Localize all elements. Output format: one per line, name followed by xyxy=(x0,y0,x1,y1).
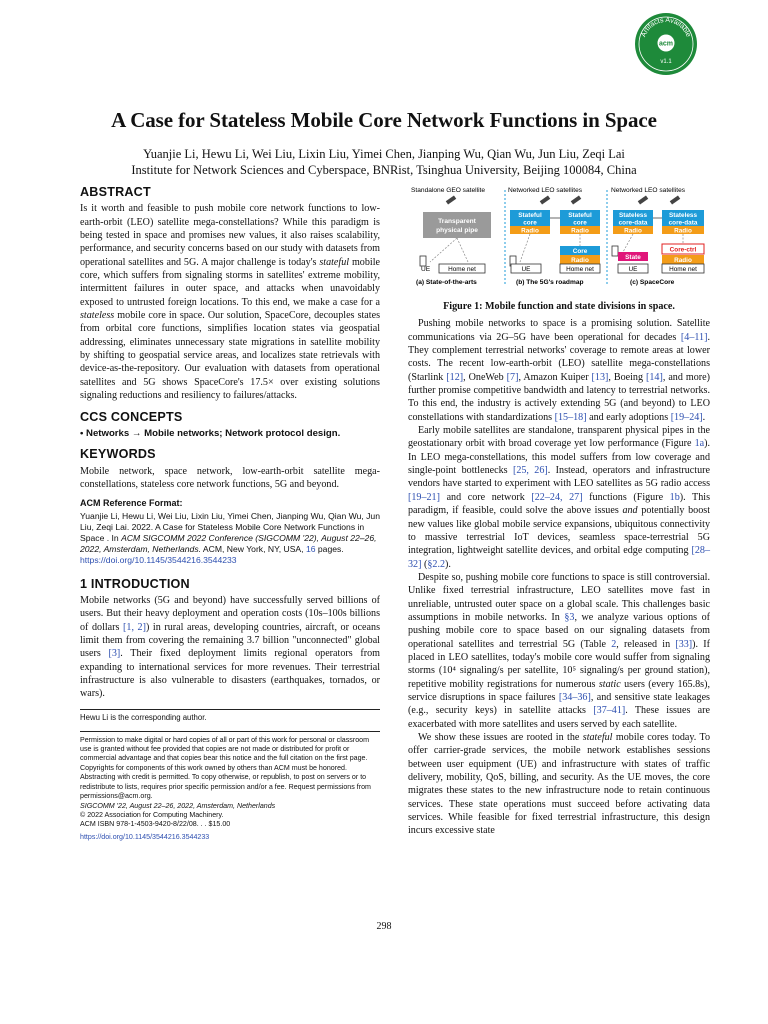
intro-paragraph: Mobile networks (5G and beyond) have successfully served billions of users. But their heavy deployment and operation costs (10s–100s billions of dollars [1, 2]) in rural areas, developing countries, aircraft, or oceans limit them from covering the remaining 3.7 billion "unconnected" global users [3]. Their fixed deployment limits regional operators from expanding to international services for more revenues. Their terrestrial infrastructure is also vulnerable to disasters (earthquakes, tornados, or wars). xyxy=(80,594,380,700)
svg-text:Radio: Radio xyxy=(571,227,589,235)
svg-text:State: State xyxy=(625,254,641,261)
left-column xyxy=(80,186,380,843)
svg-text:core: core xyxy=(523,219,537,227)
fig-sub-b: (b) The 5G's roadmap xyxy=(516,279,584,286)
right-paragraph-4: We show these issues are rooted in the stateful mobile cores today. To offer carrier-grade services, the mobile network establishes sessions between user equipment (UE) and infrastructure with states of traffic delivery, mobility, QoS, billing, and security. As the UE moves, the core migrates these states to the new infrastructure node to retain continuous services. These state operations must succeed before activating data services. While feasible for fixed terrestrial infrastructure, this design incurs excessive state xyxy=(408,732,710,837)
svg-text:Transparent: Transparent xyxy=(438,218,476,225)
svg-text:Home net: Home net xyxy=(448,266,476,273)
ccs-heading: CCS CONCEPTS xyxy=(80,409,183,424)
footnote: Hewu Li is the corresponding author. xyxy=(80,712,207,722)
figure-caption: Figure 1: Mobile function and state divisions in space. xyxy=(443,301,675,312)
fig-sub-a: (a) State-of-the-arts xyxy=(416,279,477,286)
keywords-heading: KEYWORDS xyxy=(80,447,156,462)
keywords-text: Mobile network, space network, low-earth-orbit satellite mega-constellations, stateless core network functions, 5G and beyond. xyxy=(80,465,380,490)
figure-1 xyxy=(408,186,710,298)
intro-heading: 1 INTRODUCTION xyxy=(80,576,190,591)
svg-text:Home net: Home net xyxy=(669,266,697,273)
acm-ref-doi-link[interactable]: https://doi.org/10.1145/3544216.3544233 xyxy=(80,555,237,566)
badge-version: v1.1 xyxy=(660,59,672,65)
svg-text:UE: UE xyxy=(421,266,431,273)
right-paragraph-3: Despite so, pushing mobile core functions to space is still controversial. Unlike fixed terrestrial infrastructure, LEO satellites move fast in unreliable, untrusted outer space on a global scale. This challenges basic assumptions in mobile networks. In §3, we analyze various options of pushing mobile core to space based on our signaling datasets from operational satellites and terrestrial 5G (Table 2, released in [33]). If placed in LEO satellites, today's mobile core would suffer from signaling storms (10⁴ signaling/s per satellite, 10⁵ signaling/s per ground station), repetitive mobility registrations for numerous static users (every 165.8s), service disruptions in space failures [34–36], and sensitive state leakages (e.g., security keys) in satellite attacks [37–41]. These issues are exacerbated with more satellites and users served by each satellite. xyxy=(408,571,710,730)
svg-text:Radio: Radio xyxy=(521,227,539,235)
svg-text:core-data: core-data xyxy=(668,219,698,227)
satellite-icon xyxy=(446,195,680,204)
permission-doi-link[interactable]: https://doi.org/10.1145/3544216.3544233 xyxy=(80,832,210,841)
svg-text:Stateless: Stateless xyxy=(618,212,648,219)
svg-text:Stateful: Stateful xyxy=(518,212,542,219)
svg-text:Radio: Radio xyxy=(674,257,692,264)
paper-title: A Case for Stateless Mobile Core Network Functions in Space xyxy=(111,108,657,132)
svg-text:physical pipe: physical pipe xyxy=(436,227,478,234)
fig-sub-c: (c) SpaceCore xyxy=(630,279,675,286)
svg-text:Core: Core xyxy=(572,248,588,255)
acm-ref-text: Yuanjie Li, Hewu Li, Wei Liu, Lixin Liu, Yimei Chen, Jianping Wu, Qian Wu, Jun Liu, Zeqi Lai. 2022. A Case for Stateless Mobile Core Network Functions in Space . In ACM SIGCOMM 2022 Conference (SIGCOMM '22), August 22–26, 2022, Amsterdam, Netherlands. ACM, New York, NY, USA, 16 pages. https://doi.org/10.1145/3544216.3544233 xyxy=(80,510,380,566)
permission-block: Permission to make digital or hard copies of all or part of this work for personal or classroom use is granted without fee provided that copies are not made or distributed for profit or commercial advantage and that copies bear this notice and the full citation on the first page. Copyrights for components of this work owned by others than ACM must be honored. Abstracting with credit is permitted. To copy otherwise, or republish, to post on servers or to redistribute to lists, requires prior specific permission and/or a fee. Request permissions from permissions@acm.org. SIGCOMM '22, August 22–26, 2022, Amsterdam, Netherlands © 2022 Association for Computing Machinery. ACM ISBN 978-1-4503-9420-8/22/08. . . $15.00 https://doi.org/10.1145/3544216.3544233 xyxy=(80,731,380,843)
artifacts-available-badge xyxy=(634,12,698,76)
right-column xyxy=(408,186,710,838)
right-paragraph-2: Early mobile satellites are standalone, transparent physical pipes in the geostationary orbit with broad coverage yet low performance (Figure 1a). In LEO mega-constellations, this model suffers from low coverage and single-point bottlenecks [25, 26]. Instead, operators and infrastructure vendors have started to experiment with LEO satellites as 5G radio access [19–21] and core network [22–24, 27] functions (Figure 1b). This paradigm, if feasible, could solve the above issues and potentially boost new values like global mobile service expansions, ubiquitous connectivity to massive terrestrial IoT devices, seamless space-terrestrial 5G integration, lightweight satellite devices, and orbital edge computing [28–32] (§2.2). xyxy=(408,425,710,570)
svg-text:UE: UE xyxy=(521,266,531,273)
abstract-text: Is it worth and feasible to push mobile core network functions to low-earth-orbit (LEO) satellite mega-constellations? While this paradigm is being tested in space and promises new values, it also raises scalability, performance, and security concerns based on our study with datasets from operational satellites and 5G. A major challenge is today's stateful mobile core, which suffers from signaling storms in satellites' extreme mobility, intermittent failures in outer space, and attacks when unavoidably exposed to untrusted foreign locations. To this end, we make a case for a stateless mobile core in space. Our solution, SpaceCore, decouples states from orbital core functions, simplifies location states via geospatial addressing, eliminates unnecessary state migrations in satellite mobility by shifting to geospatial service areas, and localizes state retrievals with device-as-the-repository. Our evaluation with datasets from operational satellites and 5G shows SpaceCore's 17.5× over existing solutions signaling reductions and resiliency to failures/attacks. xyxy=(80,203,380,402)
affiliation: Institute for Network Sciences and Cyberspace, BNRist, Tsinghua University, Beijing 100084, China xyxy=(131,163,637,177)
fig-label-leo-c: Networked LEO satellites xyxy=(611,187,686,194)
fig-label-leo-b: Networked LEO satellites xyxy=(508,187,583,194)
fig-label-geo: Standalone GEO satellite xyxy=(411,187,486,194)
page-number: 298 xyxy=(376,921,392,932)
fig-pipe-box xyxy=(423,212,491,238)
author-list: Yuanjie Li, Hewu Li, Wei Liu, Lixin Liu, Yimei Chen, Jianping Wu, Qian Wu, Jun Liu, Zeqi Lai xyxy=(143,147,625,161)
svg-text:Radio: Radio xyxy=(674,227,692,235)
svg-text:Radio: Radio xyxy=(624,227,642,235)
svg-text:UE: UE xyxy=(628,266,638,273)
badge-arc-text: Artifacts Available xyxy=(640,16,692,39)
svg-text:Stateless: Stateless xyxy=(668,212,698,219)
footnote-rule xyxy=(80,709,380,710)
svg-text:Core-ctrl: Core-ctrl xyxy=(669,246,697,254)
svg-text:Stateful: Stateful xyxy=(568,212,592,219)
svg-text:Radio: Radio xyxy=(571,257,589,264)
svg-text:Home net: Home net xyxy=(566,266,594,273)
svg-text:core-data: core-data xyxy=(618,219,648,227)
acm-ref-heading: ACM Reference Format: xyxy=(80,498,183,509)
ccs-text: • Networks → Mobile networks; Network protocol design. xyxy=(80,427,341,439)
svg-text:core: core xyxy=(573,219,587,227)
right-paragraph-1: Pushing mobile networks to space is a promising solution. Satellite communications via 2G–5G have been operational for decades [4–11]. They complement terrestrial networks' coverage to remote areas at lower costs. The recent low-earth-orbit (LEO) satellite mega-constellations (Starlink [12], OneWeb [7], Amazon Kuiper [13], Boeing [14], and more) further promise competitive bandwidth and latency to terrestrial networks. To this end, the industry is actively extending 5G (and beyond) to LEO constellations with standardizations [15–18] and early adoptions [19–24]. xyxy=(408,318,710,423)
abstract-heading: ABSTRACT xyxy=(80,185,151,199)
acm-logo: acm xyxy=(658,40,674,48)
author-block xyxy=(0,146,768,178)
